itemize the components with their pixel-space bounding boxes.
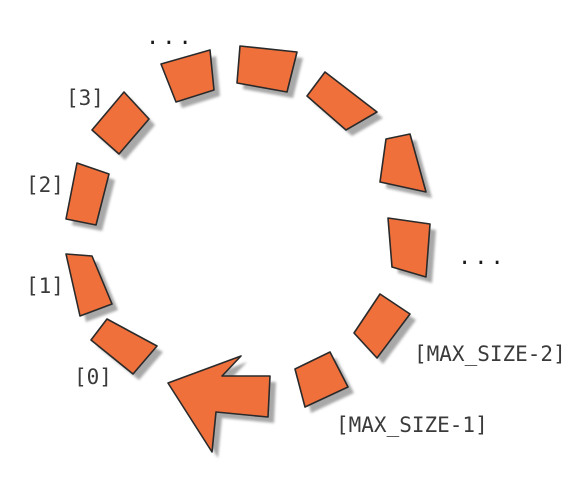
buffer-cell-1	[66, 254, 118, 322]
ellipsis-label-right: ...	[458, 245, 507, 270]
label-index-0: [0]	[74, 365, 112, 389]
label-max-size-minus-2: [MAX_SIZE-2]	[414, 342, 566, 366]
buffer-cell-8	[388, 218, 436, 283]
label-max-size-minus-1: [MAX_SIZE-1]	[336, 413, 488, 437]
label-index-2: [2]	[26, 173, 64, 197]
buffer-cell-9	[354, 294, 416, 364]
buffer-cell-6	[307, 72, 383, 136]
buffer-cells	[66, 46, 436, 458]
buffer-cell-10	[295, 352, 354, 413]
wrap-around-arrow	[168, 356, 276, 458]
label-index-1: [1]	[26, 274, 64, 298]
buffer-cell-4	[161, 50, 220, 108]
buffer-cell-7	[380, 134, 432, 198]
buffer-cell-2	[66, 163, 115, 231]
label-index-3: [3]	[66, 86, 104, 110]
buffer-cell-5	[237, 46, 303, 98]
ellipsis-label-top: ...	[146, 25, 195, 50]
